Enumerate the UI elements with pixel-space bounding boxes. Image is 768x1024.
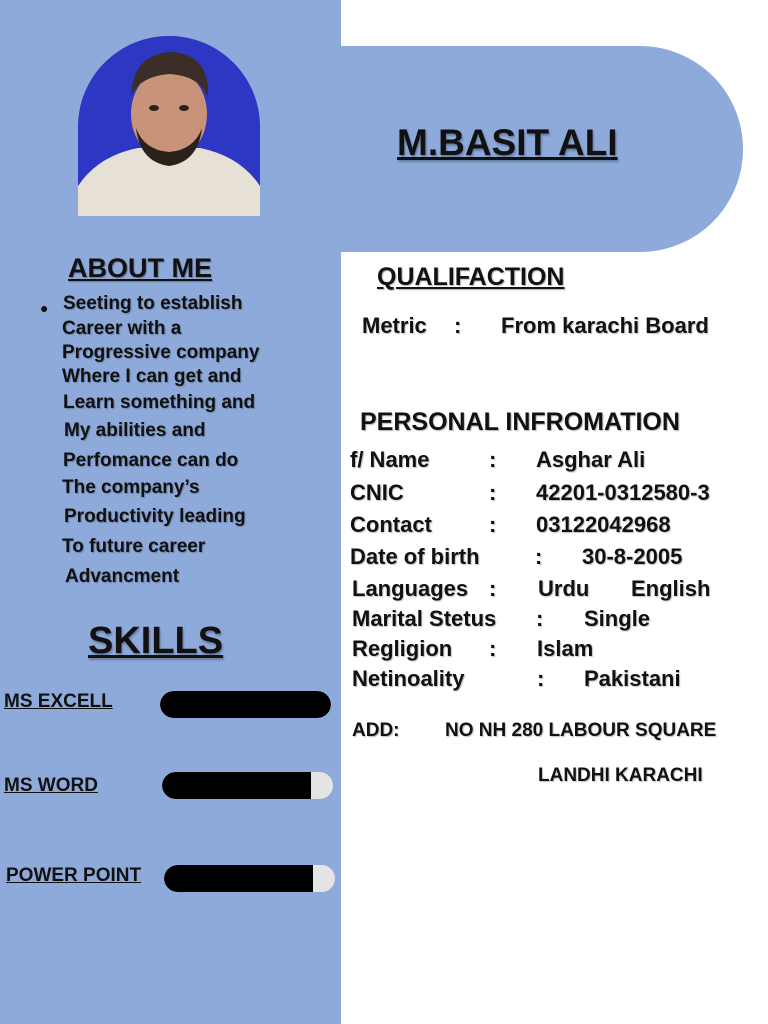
bullet-icon: ● [40, 300, 49, 316]
about-line: Perfomance can do [63, 450, 239, 471]
about-line: Career with a [62, 318, 182, 339]
personal-info-heading: PERSONAL INFROMATION [360, 408, 680, 436]
info-label-dob: Date of birth [350, 544, 480, 569]
skill-bar-powerpoint [164, 865, 335, 892]
info-separator: : [489, 636, 497, 661]
about-line: Seeting to establish [63, 293, 243, 314]
skill-fill-powerpoint [164, 865, 313, 892]
about-line: Productivity leading [64, 506, 246, 527]
skill-bar-word [162, 772, 333, 799]
qualification-separator: : [454, 313, 462, 338]
skill-label-powerpoint: POWER POINT [6, 865, 142, 886]
info-separator: : [489, 512, 497, 537]
info-value-dob: 30-8-2005 [582, 544, 683, 569]
info-value-language-urdu: Urdu [538, 576, 590, 601]
info-value-language-english: English [631, 576, 711, 601]
info-label-religion: Regligion [352, 636, 453, 661]
info-separator: : [489, 447, 497, 472]
info-value-nationality: Pakistani [584, 666, 681, 691]
info-label-marital-status: Marital Stetus [352, 606, 497, 631]
address-line-2: LANDHI KARACHI [538, 765, 703, 786]
info-label-cnic: CNIC [350, 480, 404, 505]
info-label-nationality: Netinoality [352, 666, 465, 691]
about-line: Progressive company [62, 342, 260, 363]
skill-label-excel: MS EXCELL [4, 691, 113, 712]
about-line: To future career [62, 536, 206, 557]
qualification-heading: QUALIFACTION [377, 263, 565, 291]
about-line: Learn something and [63, 392, 256, 413]
about-heading: ABOUT ME [68, 253, 212, 283]
info-value-cnic: 42201-0312580-3 [536, 480, 710, 505]
address-line-1: NO NH 280 LABOUR SQUARE [445, 720, 717, 741]
skill-fill-word [162, 772, 311, 799]
qualification-label: Metric [362, 313, 427, 338]
address-label: ADD: [352, 720, 400, 741]
info-value-contact: 03122042968 [536, 512, 671, 537]
info-separator: : [489, 480, 497, 505]
skill-fill-excel [160, 691, 331, 718]
info-separator: : [537, 666, 545, 691]
info-value-father-name: Asghar Ali [536, 447, 646, 472]
info-label-languages: Languages [352, 576, 469, 601]
about-line: My abilities and [64, 420, 206, 441]
about-line: Advancment [65, 566, 180, 587]
skills-heading: SKILLS [88, 620, 224, 662]
profile-photo [78, 36, 260, 216]
info-separator: : [489, 576, 497, 601]
skill-bar-excel [160, 691, 331, 718]
info-separator: : [536, 606, 544, 631]
about-line: Where I can get and [62, 366, 242, 387]
skill-label-word: MS WORD [4, 775, 98, 796]
info-label-contact: Contact [350, 512, 432, 537]
info-value-religion: Islam [537, 636, 594, 661]
info-value-marital-status: Single [584, 606, 651, 631]
qualification-value: From karachi Board [501, 313, 709, 338]
candidate-name: M.BASIT ALI [397, 122, 618, 163]
info-label-father-name: f/ Name [350, 447, 430, 472]
info-separator: : [535, 544, 543, 569]
about-line: The company’s [62, 477, 200, 498]
